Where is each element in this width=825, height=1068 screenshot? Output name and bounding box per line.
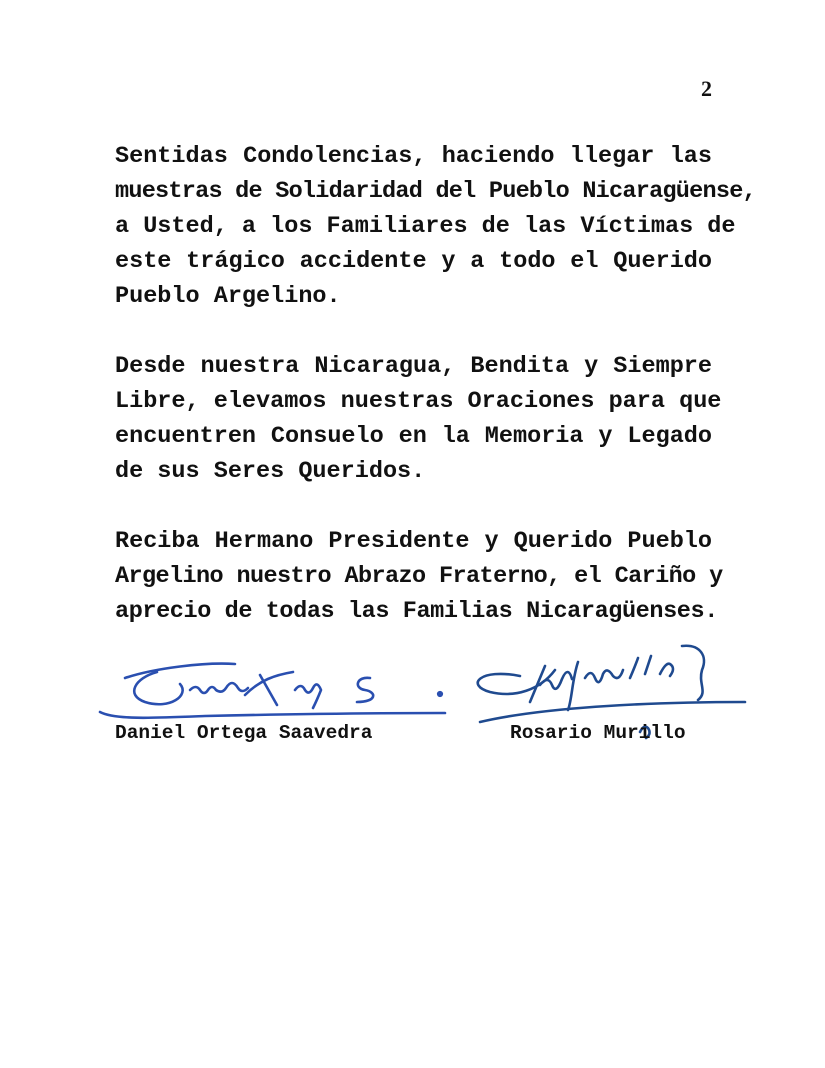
text-line: Libre, elevamos nuestras Oraciones para que <box>115 388 722 415</box>
text-line: Sentidas Condolencias, haciendo llegar las <box>115 143 712 170</box>
text-line: muestras de Solidaridad del Pueblo Nicaragüense, <box>115 178 756 205</box>
text-line: a Usted, a los Familiares de las Víctimas de <box>115 213 736 240</box>
signature-daniel-ortega <box>95 650 455 725</box>
page-number: 2 <box>701 76 712 101</box>
signer-name-rosario-murillo: Rosario Murillo <box>510 722 686 744</box>
text-line: este trágico accidente y a todo el Querido <box>115 248 712 275</box>
text-line: Reciba Hermano Presidente y Querido Pueblo <box>115 528 712 555</box>
signer-name-daniel-ortega: Daniel Ortega Saavedra <box>115 722 373 744</box>
text-line: Pueblo Argelino. <box>115 283 341 310</box>
paragraph-prayers <box>115 349 722 489</box>
text-line: encuentren Consuelo en la Memoria y Legado <box>115 423 712 450</box>
text-line: Desde nuestra Nicaragua, Bendita y Siempre <box>115 353 712 380</box>
paragraph-embrace <box>115 524 723 629</box>
paragraph-condolences <box>115 139 756 314</box>
text-line: de sus Seres Queridos. <box>115 458 426 485</box>
text-line: aprecio de todas las Familias Nicaragüenses. <box>115 598 718 625</box>
text-line: Argelino nuestro Abrazo Fraterno, el Cariño y <box>115 563 723 590</box>
